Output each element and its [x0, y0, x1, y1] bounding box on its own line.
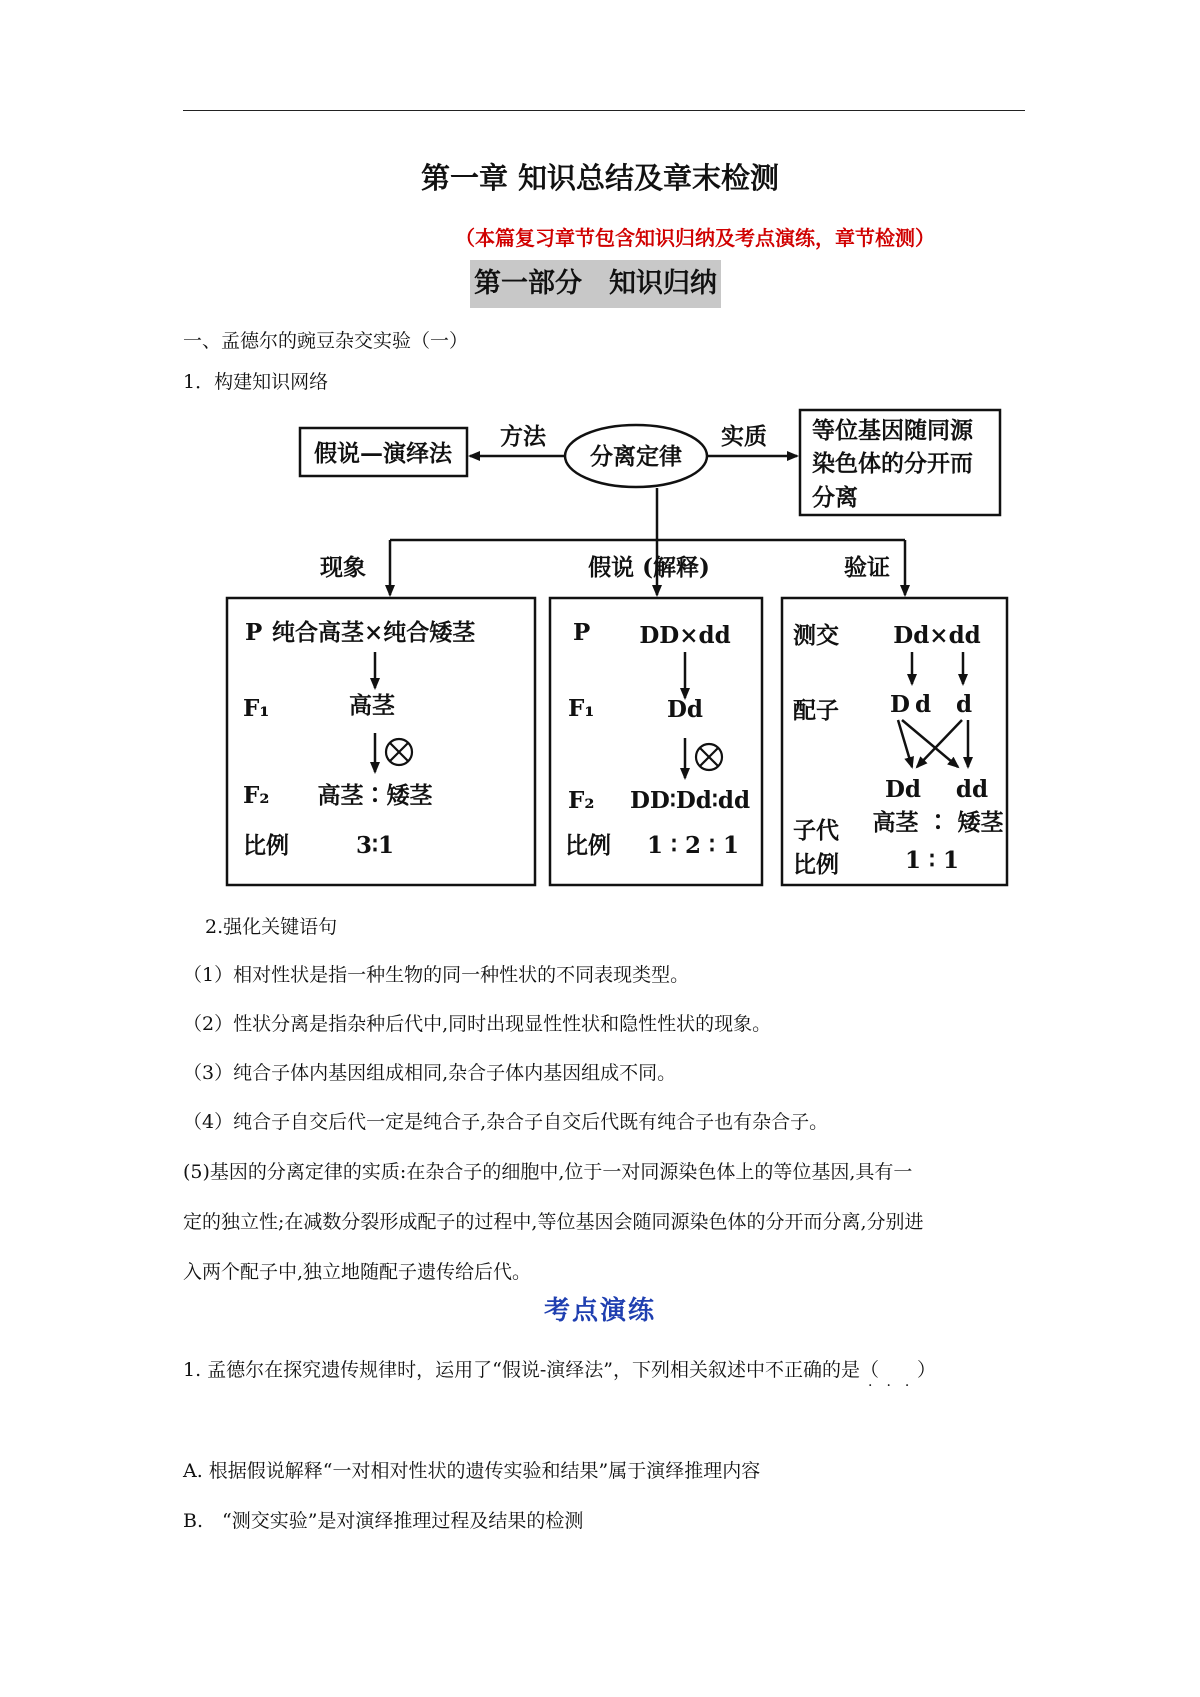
box2-f2-text: DD∶Dd∶dd: [629, 787, 751, 814]
key-sentence-4: （4）纯合子自交后代一定是纯合子,杂合子自交后代既有纯合子也有杂合子。: [183, 1111, 829, 1133]
box3-gamete-label: 配子: [793, 697, 839, 724]
page-subtitle: （本篇复习章节包含知识归纳及考点演练，章节检测）: [455, 226, 935, 250]
subsection-heading-2: 2.强化关键语句: [205, 916, 338, 938]
key-sentence-5-line-2: 定的独立性;在减数分裂形成配子的过程中,等位基因会随同源染色体的分开而分离,分别进: [183, 1211, 924, 1233]
box1-f2-text: 高茎∶矮茎: [317, 782, 433, 809]
key-sentence-3: （3）纯合子体内基因组成相同,杂合子体内基因组成不同。: [183, 1062, 677, 1084]
box2-f1-label: F₁: [568, 695, 595, 722]
method-box-text: 假说—演绎法: [314, 440, 452, 467]
box1-ratio-text: 3∶1: [356, 832, 394, 859]
box3-phenotype: 高茎 ∶ 矮茎: [872, 809, 1004, 836]
option-b: B. “测交实验”是对演绎推理过程及结果的检测: [183, 1510, 584, 1532]
box3-offspring-label: 子代: [793, 817, 839, 844]
key-sentence-5-line-1: (5)基因的分离定律的实质:在杂合子的细胞中,位于一对同源染色体上的等位基因,具有一: [183, 1161, 913, 1183]
box3-ratio-text: 1 ∶ 1: [904, 847, 960, 874]
box1-f1-text: 高茎: [349, 692, 395, 719]
part-title: 第一部分 知识归纳: [470, 260, 721, 308]
box2-ratio-label: 比例: [565, 832, 611, 859]
page-title: 第一章 知识总结及章末检测: [420, 161, 780, 195]
box2-p-label: P: [573, 619, 591, 646]
box1-p-text: 纯合高茎×纯合矮茎: [272, 619, 476, 646]
key-sentence-1: （1）相对性状是指一种生物的同一种性状的不同表现类型。: [183, 964, 690, 986]
essence-label: 实质: [721, 423, 767, 450]
branch-label-phenomenon: 现象: [320, 554, 366, 581]
box1-f1-label: F₁: [243, 695, 270, 722]
branch-label-verification: 验证: [844, 554, 890, 581]
box1-p-label: P: [245, 619, 263, 646]
box2-f2-label: F₂: [568, 787, 595, 814]
box3-gamete-d2: d: [955, 691, 973, 718]
practice-heading: 考点演练: [543, 1296, 656, 1326]
essence-line-2: 染色体的分开而: [812, 450, 973, 477]
question-1: 1. 孟德尔在探究遗传规律时，运用了“假说-演绎法”，下列相关叙述中不正确的是（ ）: [183, 1359, 937, 1381]
option-a: A. 根据假说解释“一对相对性状的遗传实验和结果”属于演绎推理内容: [183, 1460, 761, 1482]
key-sentence-2: （2）性状分离是指杂种后代中,同时出现显性性状和隐性性状的现象。: [183, 1013, 772, 1035]
box2-ratio-text: 1 ∶ 2 ∶ 1: [646, 832, 740, 859]
essence-line-1: 等位基因随同源: [812, 417, 973, 444]
box3-gamete-D: D: [890, 691, 910, 718]
box3-gamete-d1: d: [914, 691, 932, 718]
section-heading-1: 一、孟德尔的豌豆杂交实验（一）: [183, 330, 469, 352]
box1-ratio-label: 比例: [243, 832, 289, 859]
subsection-heading-1: 1．构建知识网络: [183, 371, 329, 393]
box2-f1-text: Dd: [666, 696, 704, 723]
box3-offspring-1: Dd: [884, 776, 922, 803]
box3-offspring-2: dd: [955, 776, 989, 803]
key-sentence-5-line-3: 入两个配子中,独立地随配子遗传给后代。: [183, 1261, 532, 1283]
box1-f2-label: F₂: [243, 782, 270, 809]
box3-cross-label: 测交: [793, 622, 839, 649]
essence-line-3: 分离: [812, 484, 858, 511]
center-label: 分离定律: [590, 443, 682, 470]
box3-ratio-label: 比例: [793, 851, 839, 878]
emphasis-dots: ···: [868, 1378, 924, 1394]
branch-label-hypothesis: 假说 (解释): [588, 554, 710, 581]
box3-cross-text: Dd×dd: [893, 622, 981, 649]
method-label: 方法: [500, 423, 546, 450]
box2-p-text: DD×dd: [639, 622, 731, 649]
